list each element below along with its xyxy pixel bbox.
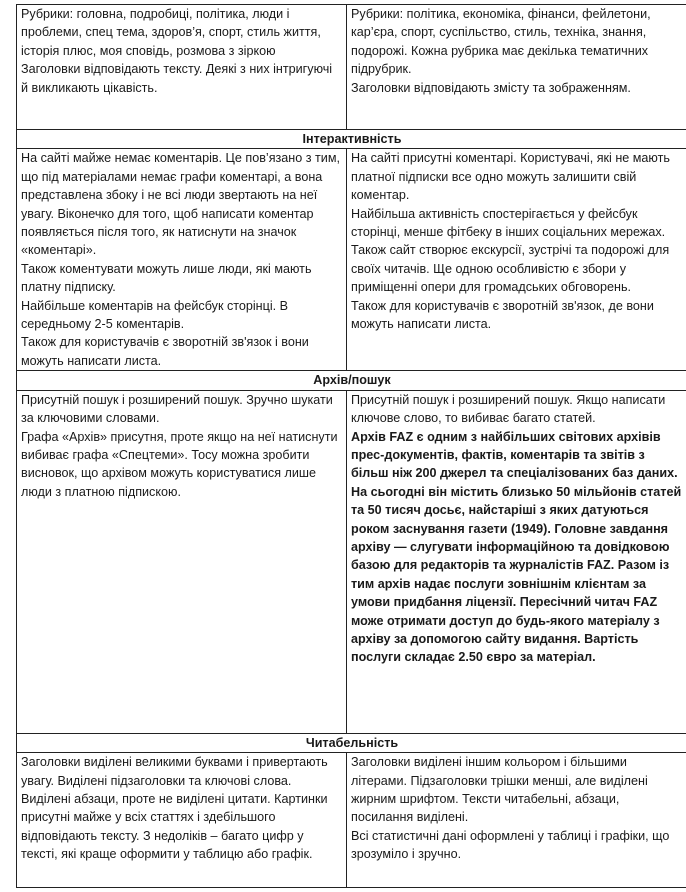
- section-header-row: [17, 130, 686, 149]
- paragraph: Заголовки виділені великими буквами і привертають увагу. Виділені підзаголовки та ключові слова. Виділені абзаци, проте не виділені цитати. Картинки присутні майже у всіх статтях і здебільшого відповідають тексту. З недоліків – багато цифр у тексті, які краще оформити у таблицю або графік.: [21, 755, 328, 862]
- section-title: Інтерактивність: [17, 130, 686, 149]
- paragraph: Також сайт створює екскурсії, зустрічі та подорожі для своїх читачів. Ще одною особливістю є збори у приміщенні опери для громадських обговорень.: [351, 243, 670, 295]
- comparison-table: [16, 4, 686, 888]
- paragraph: Також для користувачів є зворотній зв'язок і вони можуть написати листа.: [21, 335, 309, 368]
- paragraph: Найбільше коментарів на фейсбук сторінці. В середньому 2-5 коментарів.: [21, 298, 289, 332]
- section-header-row: [17, 371, 686, 390]
- paragraph: Рубрики: головна, подробиці, політика, люди і проблеми, спец тема, здоров’я, спорт, стиль життя, історія плюс, моя сповідь, розмова з зіркою: [21, 7, 321, 58]
- paragraph: Всі статистичні дані оформлені у таблиці і графіки, що зрозуміло і зручно.: [351, 828, 670, 862]
- paragraph: Присутній пошук і розширений пошук. Якщо написати ключове слово, то вибиває багато статей.: [351, 392, 666, 426]
- paragraph: Також коментувати можуть лише люди, які мають платну підписку.: [21, 261, 312, 295]
- section-title: Читабельність: [17, 733, 686, 752]
- paragraph: Також для користувачів є зворотній зв'язок, де вони можуть написати листа.: [351, 298, 654, 332]
- table-cell-right: [347, 5, 686, 130]
- paragraph: На сайті присутні коментарі. Користувачі, які не мають платної підписки все одно можуть залишити свій коментар.: [351, 151, 670, 203]
- paragraph: Графа «Архів» присутня, проте якщо на неї натиснути вибиває графа «Спецтеми». Тосу можна зробити висновок, що архівом можуть користуватися лише люди з платною підпискою.: [21, 429, 338, 499]
- table-cell-left: [17, 5, 347, 130]
- paragraph: Присутній пошук і розширений пошук. Зручно шукати за ключовими словами.: [21, 392, 333, 426]
- bold-paragraph: Архів FAZ є одним з найбільших світових архівів прес-документів, фактів, коментарів та звітів з більш ніж 200 джерел та спеціалізованих баз даних. На сьогодні він містить близько 50 мільйонів статей та 50 тисяч досьє, найстаріші з яких датуються роком заснування газети (1949). Головне завдання архіву — слугувати інформаційною та довідковою базою для редакторів та журналістів FAZ. Разом із тим архів надає послуги зовнішнім клієнтам за умови придбання ліцензії. Пересічний читач FAZ може отримати доступ до будь-якого матеріалу з архіву за допомогою сайту видання. Вартість послуги складає 2.50 євро за матеріал.: [351, 429, 682, 665]
- paragraph: Рубрики: політика, економіка, фінанси, фейлетони, кар’єра, спорт, суспільство, стиль, техніка, знання, подорожі. Кожна рубрика має декілька тематичних підрубрик.: [351, 7, 651, 77]
- paragraph: Заголовки відповідають змісту та зображенням.: [351, 80, 631, 95]
- table-cell-left: [17, 390, 347, 733]
- section-title: Архів/пошук: [17, 371, 686, 390]
- table-row: [17, 390, 686, 733]
- paragraph: Заголовки відповідають тексту. Деякі з них інтригуючі й викликають цікавість.: [21, 62, 333, 95]
- section-header-row: [17, 733, 686, 752]
- table-cell-right: [347, 753, 686, 888]
- table-cell-right: [347, 149, 686, 371]
- table-cell-left: [17, 149, 347, 371]
- table-row: [17, 5, 686, 130]
- paragraph: Заголовки виділені іншим кольором і більшими літерами. Підзаголовки трішки менші, але виділені жирним шрифтом. Тексти читабельні, абзаци, посилання виділені.: [351, 755, 648, 825]
- table-cell-left: [17, 753, 347, 888]
- table-cell-right: [347, 390, 686, 733]
- paragraph: Найбільша активність спостерігається у фейсбук сторінці, менше фітбеку в інших соціальних мережах.: [351, 206, 666, 240]
- table-row: [17, 149, 686, 371]
- paragraph: На сайті майже немає коментарів. Це пов’язано з тим, що під матеріалами немає графи коментарі, а вона представлена збоку і не всі люди звертають на неї увагу. Віконечко для того, щоб написати коментар появляється після того, як натиснути на значок «коментарі».: [21, 151, 340, 258]
- table-row: [17, 753, 686, 888]
